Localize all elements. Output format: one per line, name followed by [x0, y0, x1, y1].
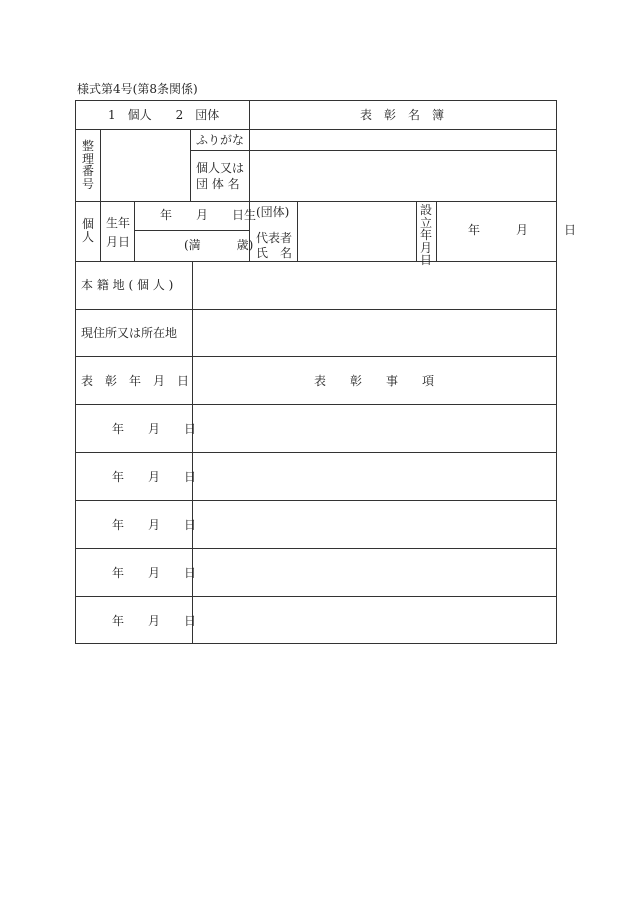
- award-date-cell[interactable]: 年 月 日: [112, 566, 197, 580]
- award-date-header: 表 彰 年 月 日: [81, 374, 190, 388]
- name-field[interactable]: [250, 151, 556, 201]
- address-label: 現住所又は所在地: [81, 326, 178, 340]
- honseki-label: 本 籍 地 ( 個 人 ): [81, 278, 174, 292]
- established-label: 設立年月日: [419, 203, 432, 267]
- furigana-field[interactable]: [250, 130, 556, 150]
- name-label-line2: 団 体 名: [196, 177, 240, 191]
- honseki-field[interactable]: [193, 262, 556, 309]
- age-field[interactable]: (満 歳): [184, 238, 254, 252]
- name-label-line1: 個人又は: [196, 161, 245, 175]
- award-date-cell[interactable]: 年 月 日: [112, 614, 197, 628]
- award-matter-cell[interactable]: [193, 549, 556, 596]
- award-matter-cell[interactable]: [193, 597, 556, 643]
- representative-name-field[interactable]: [298, 202, 416, 261]
- birth-label-line1: 生年: [106, 216, 131, 230]
- birth-label-line2: 月日: [106, 235, 131, 249]
- register-title: 表 彰 名 簿: [360, 108, 445, 122]
- seiri-bango-field[interactable]: [101, 130, 190, 201]
- established-date-field[interactable]: 年 月 日: [468, 223, 577, 237]
- form-title: 様式第4号(第8条関係): [77, 82, 198, 96]
- birth-date-field[interactable]: 年 月 日生: [160, 208, 257, 222]
- award-date-cell[interactable]: 年 月 日: [112, 518, 197, 532]
- award-matter-cell[interactable]: [193, 501, 556, 548]
- award-date-cell[interactable]: 年 月 日: [112, 422, 197, 436]
- representative-label-line2: 氏 名: [256, 246, 293, 260]
- entry-type-options: 1 個人 2 団体: [108, 108, 220, 122]
- seiri-bango-label: 整理番号: [81, 139, 94, 191]
- award-matter-cell[interactable]: [193, 453, 556, 500]
- award-matter-header: 表 彰 事 項: [314, 374, 435, 388]
- award-matter-cell[interactable]: [193, 405, 556, 452]
- kojin-label: 個人: [81, 217, 94, 244]
- award-date-cell[interactable]: 年 月 日: [112, 470, 197, 484]
- representative-label-line1: 代表者: [256, 231, 293, 245]
- furigana-label: ふりがな: [196, 133, 245, 147]
- address-field[interactable]: [193, 310, 556, 356]
- dantai-label: (団体): [256, 205, 290, 219]
